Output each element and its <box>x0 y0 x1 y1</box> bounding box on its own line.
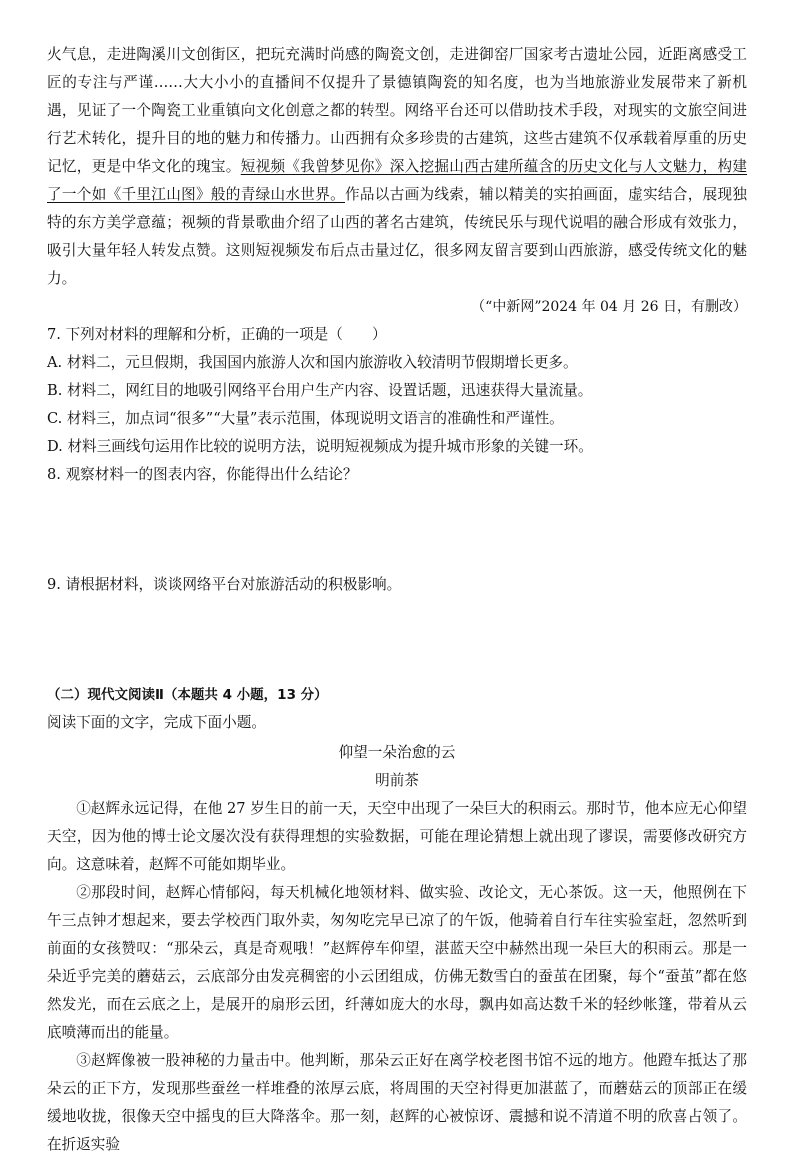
material-3-continued <box>47 41 747 293</box>
question-7-stem: 7. 下列对材料的理解和分析，正确的一项是（ ） <box>47 326 387 343</box>
answer-space-8 <box>47 489 747 571</box>
material-source: （“中新网”2024 年 04 月 26 日，有删改） <box>471 299 747 315</box>
underlined-sentence: 短视频《我曾梦见你》深入挖掘山西古建所蕴含的历史文化与人文魅力，构建了一个如《千里江山图》般的青绿山水世界。 <box>47 158 747 203</box>
question-8: 8. 观察材料一的图表内容，你能得出什么结论？ <box>47 466 358 483</box>
question-9: 9. 请根据材料，谈谈网络平台对旅游活动的积极影响。 <box>47 576 402 593</box>
section-instruction: 阅读下面的文字，完成下面小题。 <box>47 714 266 731</box>
article-title: 仰望一朵治愈的云 <box>338 744 456 761</box>
question-7-option-a: A. 材料二，元旦假期，我国国内旅游人次和国内旅游收入较清明节假期增长更多。 <box>47 354 578 371</box>
article-paragraph-2: ②那段时间，赵辉心情郁闷，每天机械化地领材料、做实验、改论文，无心茶饭。这一天，他照例在下午三点钟才想起来，要去学校西门取外卖，匆匆吃完早已凉了的午饭，他骑着自行车往实验室赶，忽然听到前面的女孩赞叹：“那朵云，真是奇观哦！”赵辉停车仰望，湛蓝天空中赫然出现一朵巨大的积雨云。那是一朵近乎完美的蘑菇云，云底部分由发亮稠密的小云团组成，仿佛无数雪白的蚕茧在团聚，每个“蚕茧”都在悠然发光，而在云底之上，是展开的扇形云团，纤薄如庞大的水母，飘冉如高达数千米的轻纱帐篷，带着从云底喷薄而出的能量。 <box>47 884 747 1041</box>
question-7-option-c: C. 材料三，加点词“很多”“大量”表示范围，体现说明文语言的准确性和严谨性。 <box>47 410 564 427</box>
article-paragraph-3: ③赵辉像被一股神秘的力量击中。他判断，那朵云正好在离学校老图书馆不远的地方。他蹬车抵达了那朵云的正下方，发现那些蚕丝一样堆叠的浓厚云底，将周围的天空衬得更加湛蓝了，而蘑菇云的顶部正在缓缓地收拢，很像天空中摇曳的巨大降落伞。那一刻，赵辉的心被惊讶、震撼和说不清道不明的欣喜占领了。在折返实验 <box>47 1052 747 1153</box>
article-author: 明前茶 <box>375 772 419 789</box>
question-7-option-b: B. 材料二，网红目的地吸引网络平台用户生产内容、设置话题，迅速获得大量流量。 <box>47 382 593 399</box>
section-heading: （二）现代文阅读Ⅱ（本题共 4 小题，13 分） <box>47 687 328 703</box>
article-paragraph-1: ①赵辉永远记得，在他 27 岁生日的前一天，天空中出现了一朵巨大的积雨云。那时节，他本应无心仰望天空，因为他的博士论文屡次没有获得理想的实验数据，可能在理论猜想上就出现了谬误，需要修改研究方向。这意味着，赵辉不可能如期毕业。 <box>47 800 747 873</box>
exam-page <box>47 41 747 1159</box>
material-text-b: 作品以古画为线索，辅以精美的实拍画面，虚实结合，展现独特的东方美学意蕴；视频的背景歌曲介绍了山西的著名古建筑，传统民乐与现代说唱的融合形成有效张力，吸引大量年轻人转发点赞。这则短视频发布后点击量过亿，很多网友留言要到山西旅游，感受传统文化的魅力。 <box>47 186 747 287</box>
question-7-option-d: D. 材料三画线句运用作比较的说明方法，说明短视频成为提升城市形象的关键一环。 <box>47 438 593 455</box>
answer-space-9 <box>47 599 747 681</box>
material-text-a: 火气息，走进陶溪川文创街区，把玩充满时尚感的陶瓷文创，走进御窑厂国家考古遗址公园，近距离感受工匠的专注与严谨……大大小小的直播间不仅提升了景德镇陶瓷的知名度，也为当地旅游业发展带来了新机遇，见证了一个陶瓷工业重镇向文化创意之都的转型。网络平台还可以借助技术手段，对现实的文旅空间进行艺术转化，提升目的地的魅力和传播力。山西拥有众多珍贵的古建筑，这些古建筑不仅承载着厚重的历史记忆，更是中华文化的瑰宝。 <box>47 46 747 175</box>
